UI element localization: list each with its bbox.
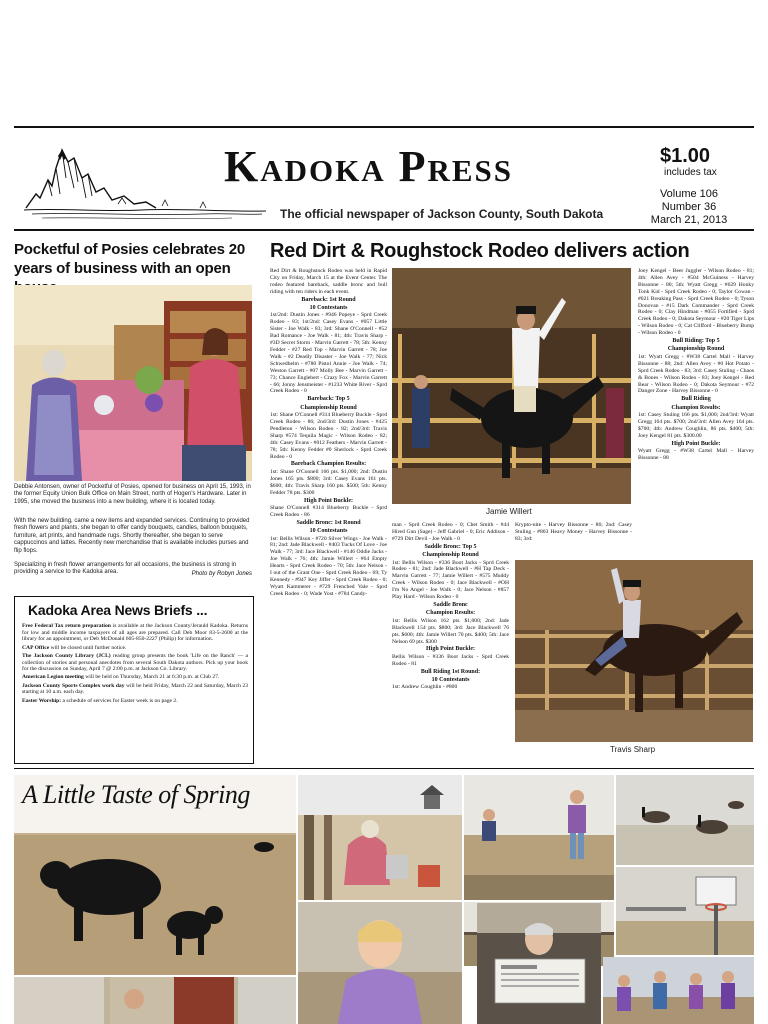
flower-shop-photo xyxy=(14,285,252,481)
rodeo-headline: Red Dirt & Roughstock Rodeo delivers action xyxy=(270,240,690,262)
basketball-hoop-photo xyxy=(616,867,754,955)
photo-credit-travis: Travis Sharp xyxy=(610,745,656,754)
brief-item: The Jackson County Library (JCL) reading group presents the book 'Life on the Ranch' — a collection of stories and personal anecdotes from several South Dakota authors. Pick up your book for the discussion on Sunday, April 7 @ 2:00 p.m. at Jackson Co. Library. xyxy=(22,652,248,673)
rodeo-column-4: Joey Kengel - Beer Juggler - Wilson Rodeo - 81; 4th: Allen Avey - #504 McGuiness - Harvey Bissonne - 80; 5th: Wyatt Gregg - #629 Honky Tonk Kid - Sprd Creek Rodeo - 0; Taylor Cowan - #021 Breaking Pass - Sprd Creek Rodeo - 0; Tyson Donovan - #15 Dark Commander - Sprd Creek Rodeo - 0; Clay Hindman - #055 Fortified - Sprd Creek Rodeo - 0; Dakota Seymour - #20 Tiger Lips - Wilson Rodeo - 0; Cat Clifford - Blueberry Bump - Wilson Rodeo - 0 Bull Riding: Top 5 Championship Round 1st: Wyatt Gregg - #W38 Cartel Mall - Harvey Bissonne - 88; 2nd: Allen Avey - #0 Hot Potato - Sprd Creek Rodeo - 83; 3rd: Casey Stuling - Chaos & Bones - Wilson Rodeo - 83; Joey Kengel - Red Bear - Wilson Rodeo - 0; Dakota Seymour - #72 Danger Zone - Harvey Bissonne - 0 Bull Riding Champion Results: 1st: Casey Stuling 166 pts. $1,000; 2nd/3rd: Wyatt Gregg 164 pts. $700; 2nd/3rd: Allen Avey 164 pts. $700; 4th: Andrew Coughlin, 86 pts. $400; 5th: Joey Kengel 81 pts. $300.00 High Point Buckle: Wyatt Gregg - #W38 Cartel Mall - Harvey Bissonne - 88 xyxy=(638,268,754,462)
photo-credit-robyn: Photo by Robyn Jones xyxy=(191,571,252,577)
brief-item: American Legion meeting will be held on Thursday, March 21 at 6:30 p.m. at Club 27. xyxy=(22,674,220,681)
brief-item: CAP Office will be closed until further notice. xyxy=(22,644,127,651)
brief-item: Easter Worship: a schedule of services for Easter week is on page 2. xyxy=(22,697,178,704)
children-walking-photo xyxy=(464,775,614,900)
bronc-riding-photo xyxy=(392,268,631,504)
brief-item: Free Federal Tax return preparation is available at the Jackson County/Jerauld Kadoka. Returns for low and middle income taxpayers of all ages are prepared. Call Deb Moor 83-5-2600 at the library for an appointment, or Deb McDonald 605-850-2227 (Philip) for information. xyxy=(22,623,248,643)
news-briefs-title: Kadoka Area News Briefs ... xyxy=(28,602,208,618)
issue-number: Number 36 xyxy=(661,201,717,213)
masthead-subtitle: The official newspaper of Jackson County, South Dakota xyxy=(280,207,604,221)
photo-caption: Debbie Antonsen, owner of Pocketful of Posies, opened for business on April 15, 1993, in the former Equity Union Bulk Office on Main Street, north of Hogen's Hardware. Later in 1995, she moved the business into a new building, where it is located today. xyxy=(14,484,251,505)
left-story-body-2: Specializing in fresh flower arrangements for all occasions, the business is strong in providing a service to the Kadoka area. xyxy=(14,562,237,576)
price-note: includes tax xyxy=(664,167,717,178)
rodeo-column-1: Red Dirt & Roughstock Rodeo was held in Rapid City on Friday, March 15 at the Event Center. The rodeo featured bareback, saddle bronc and bull riding with ten riders in each event. Bareback: 1st Round 10 Contestants 1st/2nd: Dustin Jones - #946 Popeye - Sprd Creek Rodeo - 83; 1st/2nd: Casey Evans - #057 Little Sister - Joe Walk - 83; 3rd: Shane O'Connell - #52 Bad Romance - Joe Walk - 81; 4th: Travis Sharp - #3D Secret Storm - Marvin Garrett - 78; 5th: Kenny Fedder - #27 Red Top - Marvin Garrett - 78; Joe Walk - #2 Deadly Disaster - Joe Walk - 77; Nick Schwedhelm - #780 Pistol Annie - Joe Walk - 74; Weston Garrett - #07 Molly Bee - Marvin Garrett - 73; Chance Englebert - Crazy Fox - Marvin Garrett - 66; Jonny Jensmeister - #1233 White River - Sprd Creek Rodeo - 0 Bareback: Top 5 Championship Round 1st: Shane O'Connell #314 Blueberry Buckle - Sprd Creek Rodeo - 86; 2nd/3rd: Dustin Jones - #425 Pendleton - Wilson Rodeo - 82; 2nd/3rd: Travis Sharp #574 Tequila Magic - Wilson Rodeo - 82; 4th: Casey Evans - #012 Feathers - Marvin Garrett - 78; 5th: Kenny Fedder #0 Sherlock - Sprd Creek Rodeo - 0 Bareback Champion Results: 1st: Shane O'Connell 166 pts. $1,000; 2nd: Dustin Jones 165 pts. $800; 3rd: Casey Evans 161 pts. $600; 4th: Travis Sharp 160 pts. $500; 5th: Kenny Fedder 78 pts. $300 High Point Buckle: Shane O'Connell #314 Blueberry Buckle - Sprd Creek Rodeo - 86 Saddle Bronc: 1st Round 10 Contestants 1st: Bellis Wilson - #720 Silver Wings - Joe Walk - 81; 2nd: Jade Blackwell - #403 Tucks Of Love - Joe Walk - 77; 3rd: Jace Blackwell - #146 Oddie Jacks - Joe Walk - 76; 4th: Jamie Willert - #64 Empty Hearts - Sprd Creek Rodeo - 70; 5th: Jace Nelson - I out of the Grant One - Sprd Creek Rodeo - 69; Ty Kennedy - #947 Key Jiffer - Sprd Creek Rodeo - 0; Wyatt Kammerer - #729 Frenched Vale - Sprd Creek Rodeo - 0; Wade Yost - #784 Candy- xyxy=(270,268,387,597)
price: $1.00 xyxy=(660,145,711,167)
geese-photo xyxy=(616,775,754,865)
brief-item: Jackson County Sports Complex work day will be held Friday, March 22 and Saturday, March 23 starting at 10 a.m. each day. xyxy=(22,682,248,696)
rodeo-column-3: Krypto-nite - Harvey Bissonne - 86; 2nd: Casey Stuling - #803 Heavy Money - Harvey Bissonne - 83; 3rd: xyxy=(515,522,632,542)
news-briefs-box xyxy=(14,596,254,764)
bareback-riding-photo xyxy=(515,560,753,742)
photo-credit-jamie: Jamie Willert xyxy=(486,507,532,516)
masthead-bottom-rule xyxy=(14,229,754,231)
farm-scene-photo xyxy=(14,977,296,1024)
left-story-headline: Pocketful of Posies celebrates 20 years of business with an open xyxy=(14,241,246,277)
reading-newspaper-photo xyxy=(477,903,601,1024)
children-group-photo xyxy=(603,957,754,1024)
section-divider xyxy=(14,768,754,769)
left-story-body-1: With the new building, came a new items and expanded services. Continuing to provided fresh flowers and plants, she began to offer candy bouquets, candles, balloon bouquets, furniture, art prints, and handmade rugs. Shortly thereafter, she began to serve cappuccinos and lattes. Recently new merchandise that is available includes purses and flip flops. xyxy=(14,518,250,554)
gardener-photo xyxy=(298,775,462,900)
rodeo-column-2: man - Sprd Creek Rodeo - 0; Chet Smith - #44 Hired Gun (Sage) - Jeff Gabriel - 0; Eric Addison - #729 Dirt Devil - Joe Walk - 0 Saddle Bronc: Top 5 Championship Round 1st: Bellis Wilson - #336 Boot Jacks - Sprd Creek Rodeo - 81; 2nd: Jade Blackwell - #H Tap Deck - Marvin Garrett - 77; Jamie Willert - #575 Muddy Creek - Wilson Rodeo - 0; Jace Blackwell - #OH I'm No Angel - Joe Walk - 0; Jace Nelson - #857 Play Hard - Wilson Rodeo - 0 Saddle Bronc Champion Results: 1st: Bellis Wilson 162 pts. $1,000; 2nd: Jade Blackwell 154 pts. $800; 3rd: Jace Blackwell 76 pts. $600; 4th: Jamie Willert 70 pts. $400; 5th: Jace Nelson 69 pts. $300 High Point Buckle: Bellis Wilson - #336 Boot Jacks - Sprd Creek Rodeo - 81 Bull Riding 1st Round: 10 Contestants 1st: Andrew Coughlin - #800 xyxy=(392,522,509,691)
news-briefs-list xyxy=(22,623,248,706)
issue-date: March 21, 2013 xyxy=(650,214,728,226)
toddler-girl-photo xyxy=(298,902,462,1024)
volume: Volume 106 xyxy=(659,188,719,200)
masthead-title: Kadoka Press xyxy=(224,142,514,191)
issue-info xyxy=(644,188,734,227)
top-rule xyxy=(14,126,754,128)
spring-collage-title: A Little Taste of Spring xyxy=(22,780,250,809)
